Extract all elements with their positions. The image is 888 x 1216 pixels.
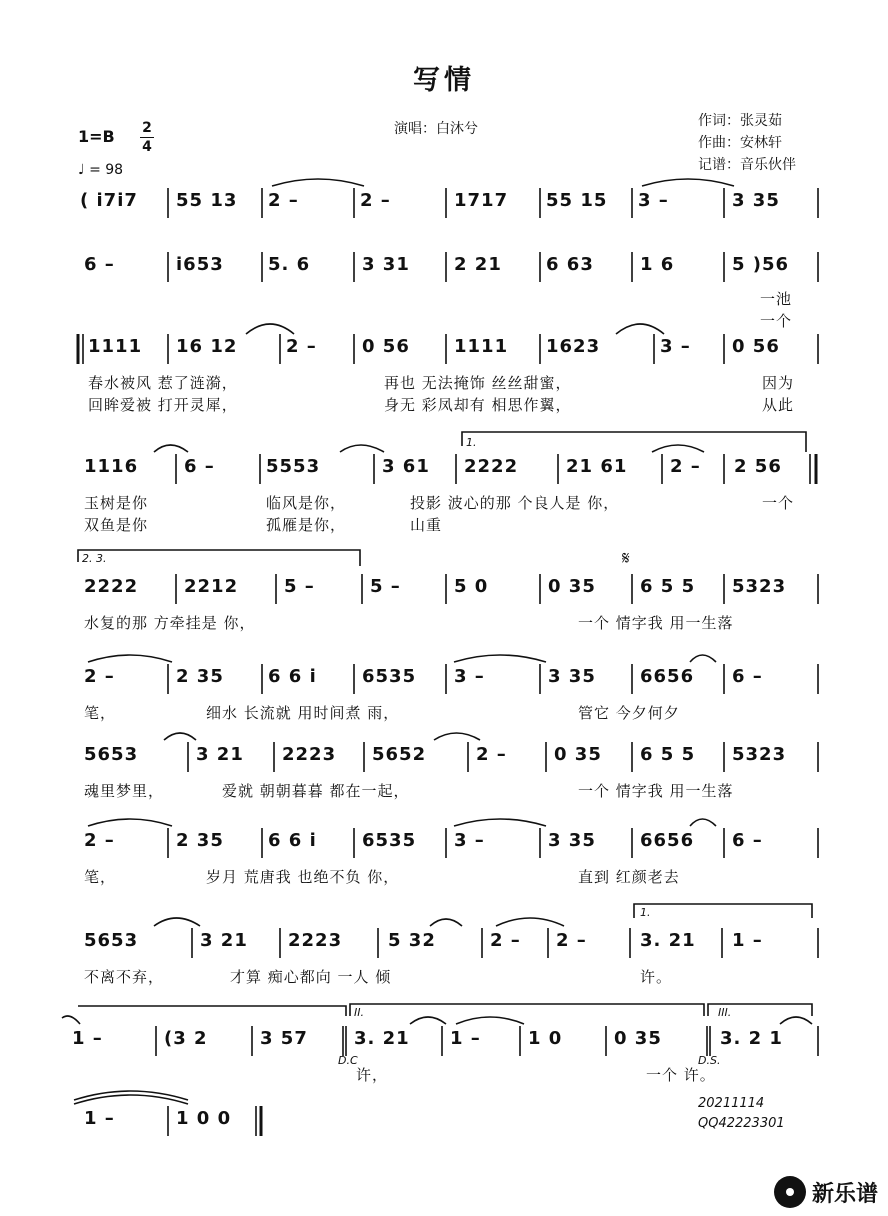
measure: 2 – <box>286 336 317 357</box>
measure: 0 56 <box>732 336 780 357</box>
measure: 1 – <box>732 930 763 951</box>
measure: 3 61 <box>382 456 430 477</box>
lyric: 许。 <box>640 968 673 986</box>
measure: 6 5 5 <box>640 576 696 597</box>
measure: 3 – <box>638 190 669 211</box>
measure: ( i7i7 <box>80 190 138 211</box>
measure: 6 5 5 <box>640 744 696 765</box>
measure: 3 – <box>454 666 485 687</box>
lyric: 笔， <box>84 868 117 886</box>
quarter-note-icon: ♩ <box>78 162 85 178</box>
measure: 2 56 <box>734 456 782 477</box>
lyric: 魂里梦里， <box>84 782 165 800</box>
measure: 6 – <box>84 254 115 275</box>
lyric: 不离不弃， <box>84 968 165 986</box>
measure: 5323 <box>732 576 787 597</box>
measure: 2 – <box>360 190 391 211</box>
measure: 2212 <box>184 576 239 597</box>
measure: 6535 <box>362 830 417 851</box>
ending-3-label: III. <box>718 1006 732 1019</box>
qq-stamp: QQ42223301 <box>698 1116 785 1131</box>
measure: 2223 <box>288 930 343 951</box>
measure: 1116 <box>84 456 139 477</box>
measure: i653 <box>176 254 224 275</box>
transcriber-credit: 记谱：音乐伙伴 <box>698 157 796 173</box>
measure: 1 – <box>84 1108 115 1129</box>
measure: 3. 21 <box>640 930 696 951</box>
measure: 2 – <box>556 930 587 951</box>
measure: 2 – <box>476 744 507 765</box>
segno-icon: 𝄋 <box>622 548 630 569</box>
lyric: 岁月 荒唐我 也绝不负 你， <box>206 868 400 886</box>
ending-1-label: 1. <box>466 436 477 449</box>
lyric: 直到 红颜老去 <box>578 868 680 886</box>
measure: 0 35 <box>614 1028 662 1049</box>
measure: 5652 <box>372 744 427 765</box>
lyric: 一个 <box>760 312 793 330</box>
measure: 0 35 <box>548 576 596 597</box>
lyric: 一个 情字我 用一生落 <box>578 614 734 632</box>
measure: 55 15 <box>546 190 608 211</box>
date-stamp: 20211114 <box>698 1096 765 1111</box>
measure: 3 21 <box>200 930 248 951</box>
measure: 0 35 <box>554 744 602 765</box>
lyric: 才算 痴心都向 一人 倾 <box>230 968 392 986</box>
measure: 16 12 <box>176 336 238 357</box>
measure: 6535 <box>362 666 417 687</box>
lyric: 一池 <box>760 290 793 308</box>
measure: 1 – <box>450 1028 481 1049</box>
song-title: 写情 <box>413 65 475 96</box>
measure: 3 31 <box>362 254 410 275</box>
ds-marking: D.S. <box>698 1054 721 1067</box>
measure: 1111 <box>88 336 143 357</box>
measure: 6 – <box>184 456 215 477</box>
measure: 3 35 <box>548 830 596 851</box>
measure: 1623 <box>546 336 601 357</box>
measure: 1717 <box>454 190 509 211</box>
lyric: 玉树是你 <box>84 494 149 512</box>
lyric: 身无 彩凤却有 相思作翼， <box>384 396 572 414</box>
time-sig-top: 2 <box>142 120 152 136</box>
measure: 2 – <box>490 930 521 951</box>
measure: 5. 6 <box>268 254 311 275</box>
dc-marking: D.C <box>338 1054 358 1067</box>
lyric: 孤雁是你， <box>266 516 347 534</box>
measure: 2 – <box>268 190 299 211</box>
measure: 21 61 <box>566 456 628 477</box>
lyric: 许， <box>356 1066 389 1084</box>
key-signature: 1=B <box>78 127 115 146</box>
measure: 6 6 i <box>268 666 317 687</box>
measure: 2222 <box>84 576 139 597</box>
lyric: 细水 长流就 用时间煮 雨， <box>206 704 400 722</box>
measure: 1111 <box>454 336 509 357</box>
measure: 3 – <box>660 336 691 357</box>
lyric: 山重 <box>410 516 443 534</box>
measure: 5323 <box>732 744 787 765</box>
measure: 2 21 <box>454 254 502 275</box>
measure: 1 – <box>72 1028 103 1049</box>
measure: 5 )56 <box>732 254 790 275</box>
measure: 6656 <box>640 666 695 687</box>
lyric: 一个 <box>762 494 795 512</box>
measure: 1 6 <box>640 254 675 275</box>
measure: 6 63 <box>546 254 594 275</box>
measure: 3 35 <box>732 190 780 211</box>
measure: 3 57 <box>260 1028 308 1049</box>
measure: 1 0 <box>528 1028 563 1049</box>
lyricist-credit: 作词：张灵茹 <box>698 113 782 129</box>
measure: 3 21 <box>196 744 244 765</box>
measure: 3 35 <box>548 666 596 687</box>
lyric: 双鱼是你 <box>84 516 149 534</box>
brand-name: 新乐谱 <box>811 1181 878 1207</box>
measure: 6 – <box>732 830 763 851</box>
measure: 6 6 i <box>268 830 317 851</box>
measure: 3. 21 <box>354 1028 410 1049</box>
lyric: 水复的那 方牵挂是 你， <box>84 614 256 632</box>
measure: 2 35 <box>176 666 224 687</box>
measure: 5553 <box>266 456 321 477</box>
measure: 5 – <box>284 576 315 597</box>
lyric: 管它 今夕何夕 <box>578 704 680 722</box>
singer-credit: 演唱：白沐兮 <box>394 121 478 137</box>
measure: 2222 <box>464 456 519 477</box>
measure: 5 32 <box>388 930 436 951</box>
ending-1-label: 1. <box>640 906 651 919</box>
lyric: 再也 无法掩饰 丝丝甜蜜， <box>384 374 572 392</box>
measure: 5 0 <box>454 576 489 597</box>
measure: 1 0 0 <box>176 1108 232 1129</box>
measure: (3 2 <box>164 1028 208 1049</box>
measure: 2 – <box>84 830 115 851</box>
lyric: 投影 波心的那 个良人是 你， <box>410 494 620 512</box>
lyric: 临风是你， <box>266 494 347 512</box>
measure: 3. 2 1 <box>720 1028 783 1049</box>
ending-2-3-label: 2. 3. <box>82 552 107 565</box>
measure: 5 – <box>370 576 401 597</box>
measure: 5653 <box>84 930 139 951</box>
measure: 0 56 <box>362 336 410 357</box>
time-sig-bottom: 4 <box>142 139 152 155</box>
lyric: 从此 <box>762 396 795 414</box>
composer-credit: 作曲：安林轩 <box>698 135 782 151</box>
ending-2-label: II. <box>354 1006 364 1019</box>
measure: 6 – <box>732 666 763 687</box>
lyric: 一个 许。 <box>646 1066 716 1084</box>
lyric: 爱就 朝朝暮暮 都在一起， <box>222 782 410 800</box>
measure: 2 – <box>670 456 701 477</box>
measure: 5653 <box>84 744 139 765</box>
measure: 2 – <box>84 666 115 687</box>
measure: 55 13 <box>176 190 238 211</box>
lyric: 一个 情字我 用一生落 <box>578 782 734 800</box>
measure: 2 35 <box>176 830 224 851</box>
tempo-value: = 98 <box>89 162 124 178</box>
lyric: 因为 <box>762 374 795 392</box>
measure: 6656 <box>640 830 695 851</box>
measure: 3 – <box>454 830 485 851</box>
lyric: 回眸爱被 打开灵犀， <box>88 396 238 414</box>
lyric: 笔， <box>84 704 117 722</box>
measure: 2223 <box>282 744 337 765</box>
lyric: 春水被风 惹了涟漪， <box>88 374 238 392</box>
